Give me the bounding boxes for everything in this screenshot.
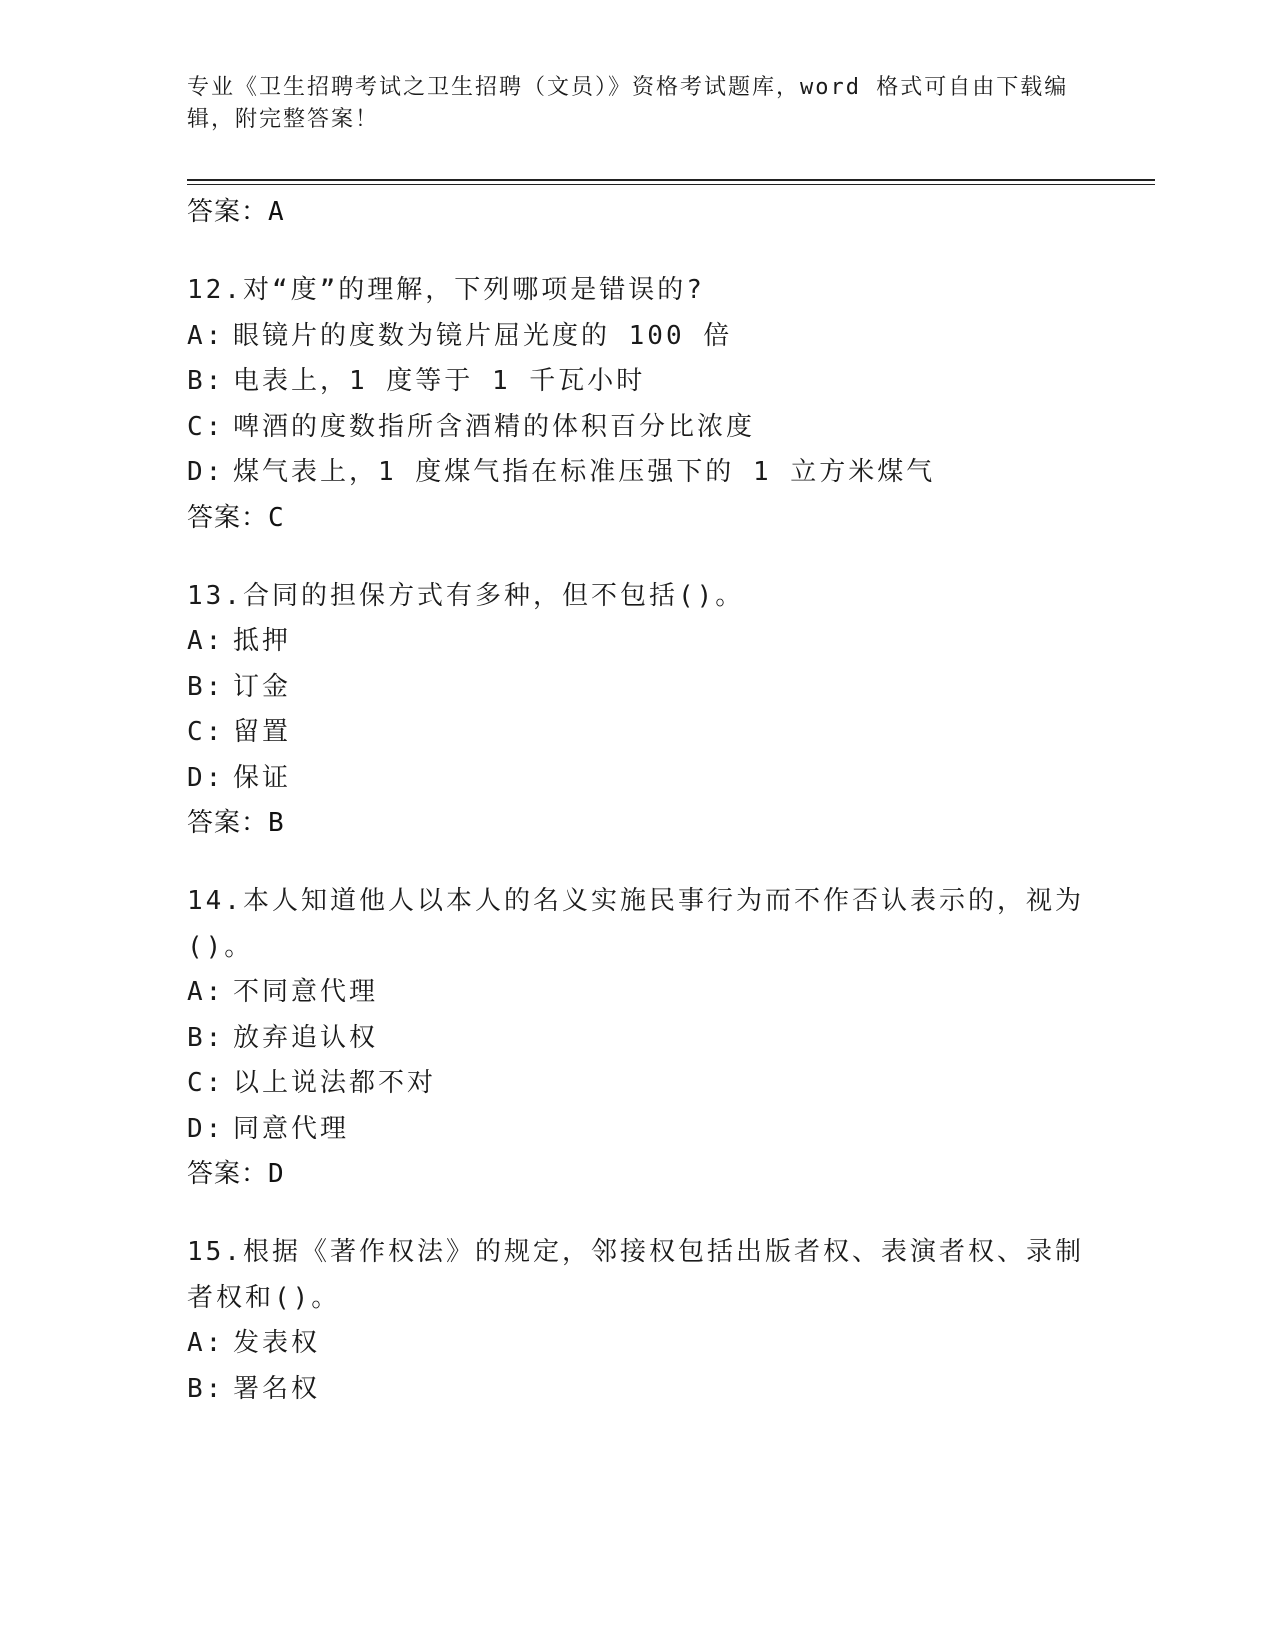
document-intro: 专业《卫生招聘考试之卫生招聘（文员）》资格考试题库，word 格式可自由下载编辑，附完整答案！ [187,75,1069,132]
option-key: D: [187,762,225,793]
option-key: A: [187,1328,225,1358]
answer-line: 答案：C [187,502,285,533]
option-b [187,665,1087,711]
option-c [187,1061,1087,1107]
option-key: A: [187,626,225,656]
option-a [187,314,1087,360]
option-text: 同意代理 [233,1113,350,1144]
option-c [187,405,1087,451]
option-text: 订金 [233,671,292,702]
option-text: 放弃追认权 [233,1022,379,1053]
option-key: C: [187,411,225,442]
option-a [187,970,1087,1016]
option-key: B: [187,1022,225,1053]
question-list [187,190,1087,1446]
option-b [187,1016,1087,1062]
option-key: D: [187,1113,225,1144]
option-text: 电表上，1 度等于 1 千瓦小时 [233,366,646,396]
question-block [187,574,1087,846]
option-d [187,450,1087,496]
option-key: B: [187,1373,225,1404]
answer-line: 答案：D [187,1159,285,1189]
question-text: 13.合同的担保方式有多种，但不包括()。 [187,580,745,611]
option-text: 保证 [233,762,292,793]
option-d [187,756,1087,802]
option-d [187,1107,1087,1153]
option-key: B: [187,366,225,396]
answer-line: 答案：A [187,197,285,227]
option-text: 眼镜片的度数为镜片屈光度的 100 倍 [233,320,733,351]
option-b [187,1367,1087,1413]
question-text: 15.根据《著作权法》的规定，邻接权包括出版者权、表演者权、录制者权和()。 [187,1237,1084,1313]
question-text: 14.本人知道他人以本人的名义实施民事行为而不作否认表示的，视为()。 [187,886,1084,962]
option-b [187,359,1087,405]
option-text: 抵押 [233,626,292,656]
header-divider-thick [187,179,1155,181]
question-block [187,879,1087,1196]
option-key: C: [187,717,225,747]
question-block [187,268,1087,540]
option-text: 以上说法都不对 [233,1068,437,1098]
option-key: C: [187,1068,225,1098]
option-text: 啤酒的度数指所含酒精的体积百分比浓度 [233,411,756,442]
option-text: 不同意代理 [233,977,379,1007]
option-text: 发表权 [233,1328,321,1358]
header-divider-thin [187,184,1155,185]
option-a [187,1321,1087,1367]
question-block [187,1230,1087,1412]
option-key: A: [187,320,225,351]
option-text: 煤气表上，1 度煤气指在标准压强下的 1 立方米煤气 [233,457,936,487]
option-key: A: [187,977,225,1007]
answer-line: 答案：B [187,808,285,838]
option-key: D: [187,457,225,487]
option-text: 署名权 [233,1373,321,1404]
option-text: 留置 [233,717,292,747]
option-a [187,619,1087,665]
question-text: 12.对“度”的理解，下列哪项是错误的? [187,275,705,305]
option-key: B: [187,671,225,702]
option-c [187,710,1087,756]
